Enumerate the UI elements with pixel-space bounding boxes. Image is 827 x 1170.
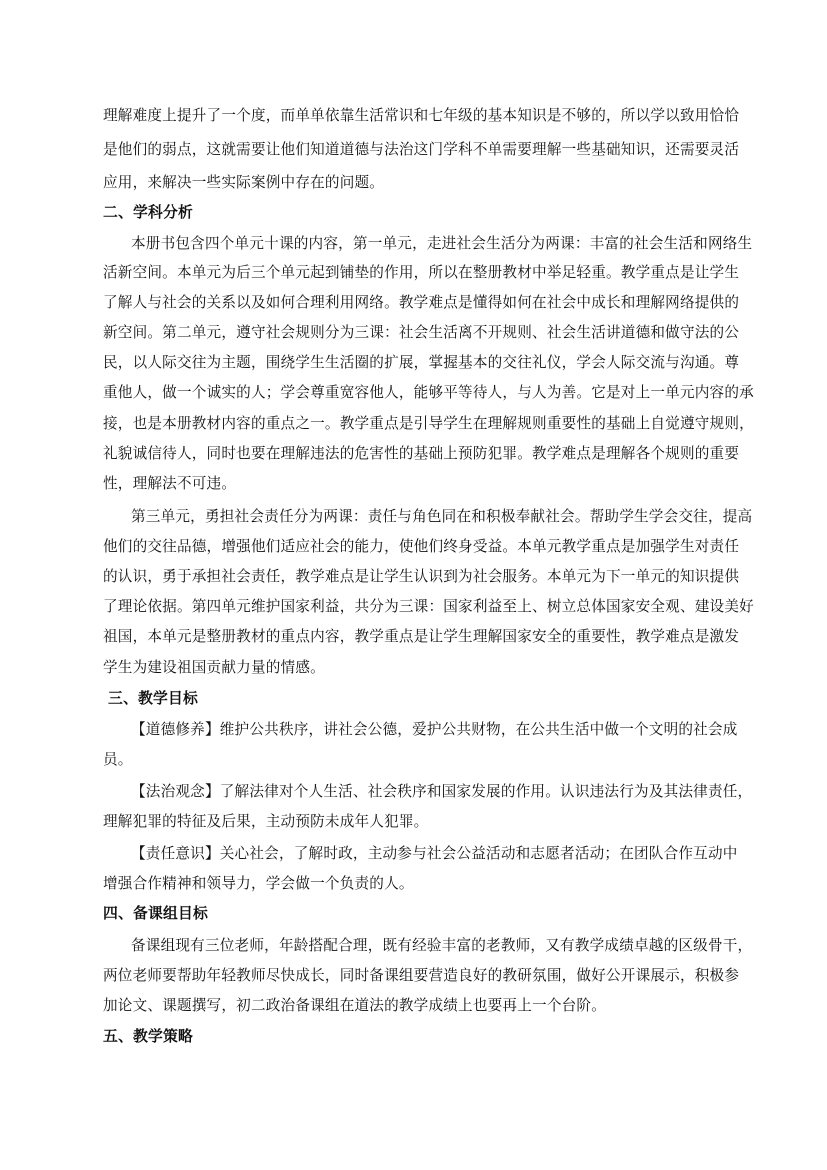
subject-analysis-line-6: 重他人，做一个诚实的人；学会尊重宽容他人，能够平等待人，与人为善。它是对上一单元内容的承: [103, 384, 754, 401]
section-heading-subject-analysis: 二、学科分析: [103, 204, 193, 221]
section-heading-teaching-goals: 三、教学目标: [108, 690, 198, 707]
subject-analysis-line-5: 民，以人际交往为主题，围绕学生生活圈的扩展，掌握基本的交往礼仪，学会人际交流与沟通。尊: [103, 354, 740, 371]
goal-moral-line-2: 员。: [103, 751, 133, 768]
intro-line-2: 是他们的弱点，这就需要让他们知道道德与法治这门学科不单需要理解一些基础知识，还需要灵活: [103, 141, 740, 158]
subject-analysis-p2-line-5: 祖国，本单元是整册教材的重点内容，教学重点是让学生理解国家安全的重要性，教学难点是激发: [103, 628, 740, 645]
subject-analysis-line-9: 性，理解法不可违。: [103, 475, 237, 492]
section-heading-prep-group-goals: 四、备课组目标: [103, 905, 208, 922]
subject-analysis-p2-line-6: 学生为建设祖国贡献力量的情感。: [103, 659, 325, 676]
subject-analysis-p2-line-3: 的认识，勇于承担社会责任，教学难点是让学生认识到为社会服务。本单元为下一单元的知识提供: [103, 568, 740, 585]
intro-line-1: 理解难度上提升了一个度，而单单依靠生活常识和七年级的基本知识是不够的，所以学以致用恰恰: [103, 107, 740, 124]
subject-analysis-line-8: 礼貌诚信待人，同时也要在理解违法的危害性的基础上预防犯罪。教学难点是理解各个规则的重要: [103, 445, 740, 462]
goal-law-line-1: 【法治观念】了解法律对个人生活、社会秩序和国家发展的作用。认识违法行为及其法律责任，: [131, 783, 753, 800]
subject-analysis-line-3: 了解人与社会的关系以及如何合理利用网络。教学难点是懂得如何在社会中成长和理解网络提供的: [103, 294, 740, 311]
goal-moral-line-1: 【道德修养】维护公共秩序，讲社会公德，爱护公共财物，在公共生活中做一个文明的社会成: [131, 721, 738, 738]
subject-analysis-line-4: 新空间。第二单元，遵守社会规则分为三课：社会生活离不开规则、社会生活讲道德和做守法的公: [103, 324, 740, 341]
goal-law-line-2: 理解犯罪的特征及后果，主动预防未成年人犯罪。: [103, 813, 429, 830]
subject-analysis-p2-line-1: 第三单元，勇担社会责任分为两课：责任与角色同在和积极奉献社会。帮助学生学会交往，提高: [131, 508, 753, 525]
intro-line-3: 应用，来解决一些实际案例中存在的问题。: [103, 174, 385, 191]
goal-responsibility-line-1: 【责任意识】关心社会，了解时政，主动参与社会公益活动和志愿者活动；在团队合作互动中: [131, 845, 738, 862]
section-heading-teaching-strategy: 五、教学策略: [103, 1028, 193, 1045]
prep-group-line-3: 加论文、课题撰写，初二政治备课组在道法的教学成绩上也要再上一个台阶。: [103, 997, 606, 1014]
goal-responsibility-line-2: 增强合作精神和领导力，学会做一个负责的人。: [103, 875, 414, 892]
subject-analysis-p2-line-2: 他们的交往品德，增强他们适应社会的能力，使他们终身受益。本单元教学重点是加强学生对责任: [103, 538, 740, 555]
prep-group-line-2: 两位老师要帮助年轻教师尽快成长，同时备课组要营造良好的教研氛围，做好公开课展示，积极参: [103, 967, 740, 984]
subject-analysis-line-2: 活新空间。本单元为后三个单元起到铺垫的作用，所以在整册教材中举足轻重。教学重点是让学生: [103, 264, 740, 281]
subject-analysis-line-7: 接，也是本册教材内容的重点之一。教学重点是引导学生在理解规则重要性的基础上自觉遵守规则，: [103, 415, 754, 432]
subject-analysis-line-1: 本册书包含四个单元十课的内容，第一单元，走进社会生活分为两课：丰富的社会生活和网络生: [131, 235, 753, 252]
subject-analysis-p2-line-4: 了理论依据。第四单元维护国家利益，共分为三课：国家利益至上、树立总体国家安全观、建设美好: [103, 598, 754, 615]
prep-group-line-1: 备课组现有三位老师，年龄搭配合理，既有经验丰富的老教师，又有教学成绩卓越的区级骨干，: [131, 937, 753, 954]
